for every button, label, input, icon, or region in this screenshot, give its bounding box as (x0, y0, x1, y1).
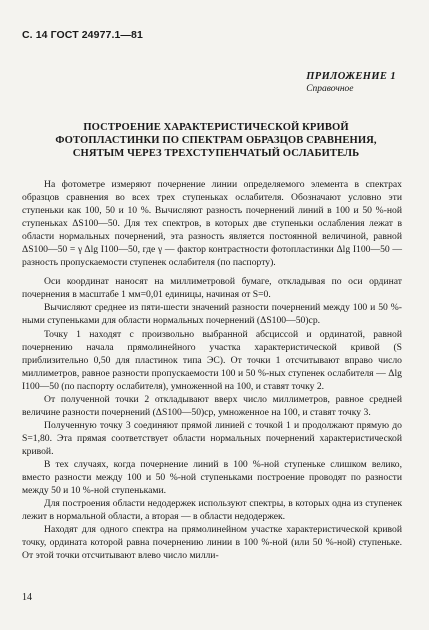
page-number: 14 (22, 592, 32, 603)
appendix-label: ПРИЛОЖЕНИЕ 1 (306, 71, 396, 82)
paragraph: Точку 1 находят с произвольно выбранной абсциссой и ординатой, равной почернению начала прямолинейного участка характеристической кривой (S приблизительно 0,50 для пластинок типа ЭС). От точки 1 отсчитывают вправо число миллиметров, равное разности пропускаемости 100 и 50 %-ных ступенек ослабителя — Δlg I100—50 (по паспорту ослабителя), умноженной на 100, и ставят точку 2. (22, 328, 402, 392)
paragraph: Находят для одного спектра на прямолинейном участке характеристической кривой точку, ордината которой равна почернению линии в 100 %-ной (или 50 %-ной) ступеньке. От этой точки отсчитывают влево число милли- (22, 524, 402, 562)
page-header: С. 14 ГОСТ 24977.1—81 (22, 29, 143, 41)
title-line: ФОТОПЛАСТИНКИ ПО СПЕКТРАМ ОБРАЗЦОВ СРАВНЕНИЯ, (55, 135, 377, 147)
section-title (30, 121, 402, 161)
title-line: ПОСТРОЕНИЕ ХАРАКТЕРИСТИЧЕСКОЙ КРИВОЙ (83, 122, 349, 133)
paragraph: В тех случаях, когда почернение линий в 100 %-ной ступеньке слишком велико, вместо разности между 100 и 50 %-ной ступеньками построение проводят по разности между 50 и 10 %-ной ступеньками. (22, 458, 402, 497)
paragraph: От полученной точки 2 откладывают вверх число миллиметров, равное средней величине разности почернений (ΔS100—50)ср, умноженное на 100, и ставят точку 3. (22, 393, 402, 418)
paragraph: Вычисляют среднее из пяти-шести значений разности почернений между 100 и 50 %-ными ступеньками для области нормальных почернений (ΔS100—50)ср. (22, 302, 402, 327)
appendix-note: Справочное (306, 84, 354, 94)
paragraph: Оси координат наносят на миллиметровой бумаге, откладывая по оси ординат почернения в масштабе 1 мм=0,01 единицы, начиная от S=0. (22, 276, 402, 301)
appendix-block (306, 70, 396, 96)
paragraph: Для построения области недодержек используют спектры, в которых одна из ступенек лежит в нормальной области, а вторая — в области недодержек. (22, 498, 402, 523)
body-text (22, 178, 402, 562)
paragraph: На фотометре измеряют почернение линии определяемого элемента в спектрах образцов сравнения во всех трех ступеньках ослабителя. Обозначают условно эти ступеньки как 100, 50 и 10 %. Вычисляют разность почернений линий в 100 и 50 %-ной ступеньках ΔS100—50. Для тех спектров, в которых две ступеньки ослабления лежат в области нормальных почернений, эта разность является постоянной величиной, равной ΔS100—50 = γ Δlg I100—50, где γ — фактор контрастности фотопластинки Δlg I100—50 — разность пропускаемости ступенек ослабителя (по паспорту). (22, 179, 402, 269)
paragraph: Полученную точку 3 соединяют прямой линией с точкой 1 и продолжают прямую до S=1,80. Эта прямая соответствует области нормальных почернений характеристической кривой. (22, 419, 402, 457)
title-line: СНЯТЫМ ЧЕРЕЗ ТРЕХСТУПЕНЧАТЫЙ ОСЛАБИТЕЛЬ (72, 148, 360, 160)
